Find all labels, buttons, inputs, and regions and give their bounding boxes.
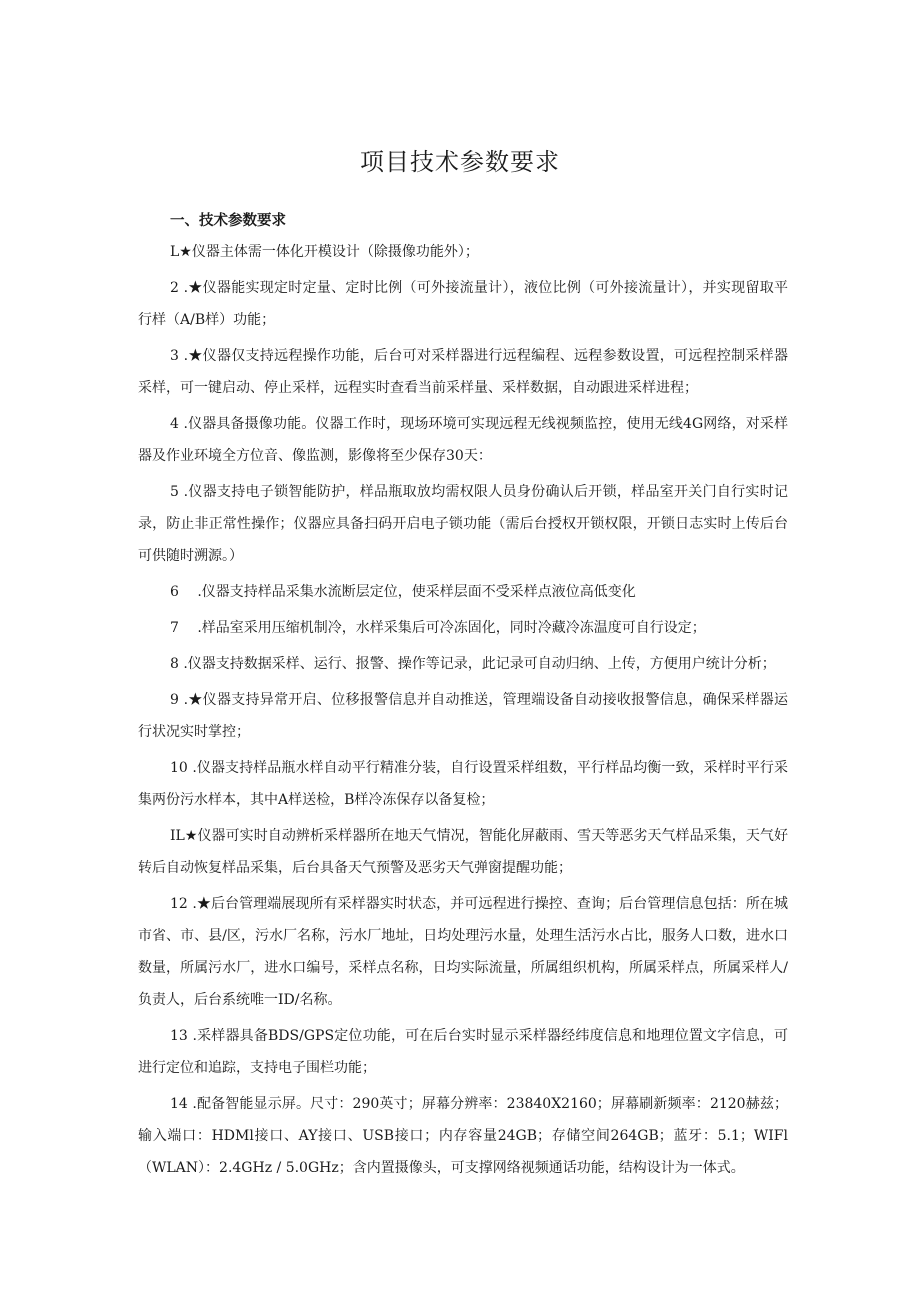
document-title: 项目技术参数要求 <box>360 148 560 176</box>
document-body <box>138 236 788 1188</box>
paragraph-12: 12 .★后台管理端展现所有采样器实时状态，并可远程进行操控、查询；后台管理信息包括：所在城市省、市、县/区，污水厂名称，污水厂地址，日均处理污水量，处理生活污水占比，服务人口数，进水口数量，所属污水厂，进水口编号，采样点名称，日均实际流量，所属组织机构，所属采样点，所属采样人/负责人，后台系统唯一ID/名称。 <box>138 896 788 1008</box>
paragraph-6: 6 .仪器支持样品采集水流断层定位，使采样层面不受采样点液位高低变化 <box>170 584 636 600</box>
paragraph-9: 9 .★仪器支持异常开启、位移报警信息并自动推送，管理端设备自动接收报警信息，确保采样器运行状况实时掌控； <box>138 692 788 740</box>
paragraph-7: 7 .样品室采用压缩机制冷，水样采集后可冷冻固化，同时冷藏冷冻温度可自行设定； <box>170 620 706 636</box>
paragraph-10: 10 .仪器支持样品瓶水样自动平行精准分装，自行设置采样组数，平行样品均衡一致，采样时平行采集两份污水样本，其中A样送检，B样冷冻保存以备复检； <box>138 760 788 808</box>
paragraph-14: 14 .配备智能显示屏。尺寸：290英寸；屏幕分辨率：23840X2160；屏幕刷新频率：2120赫兹；输入端口：HDMl接口、AY接口、USB接口；内存容量24GB；存储空间264GB；蓝牙：5.1；WIFl（WLAN）：2.4GHz / 5.0GHz；含内置摄像头，可支撑网络视频通话功能，结构设计为一体式。 <box>138 1096 788 1176</box>
paragraph-11: IL★仪器可实时自动辨析采样器所在地天气情况，智能化屏蔽雨、雪天等恶劣天气样品采集，天气好转后自动恢复样品采集，后台具备天气预警及恶劣天气弹窗提醒功能； <box>138 828 788 876</box>
paragraph-8: 8 .仪器支持数据采样、运行、报警、操作等记录，此记录可自动归纳、上传，方便用户统计分析； <box>170 656 776 672</box>
paragraph-3: 3 .★仪器仅支持远程操作功能，后台可对采样器进行远程编程、远程参数设置，可远程控制采样器采样，可一键启动、停止采样，远程实时查看当前采样量、采样数据，自动跟进采样进程； <box>138 348 788 396</box>
paragraph-13: 13 .采样器具备BDS/GPS定位功能，可在后台实时显示采样器经纬度信息和地理位置文字信息，可进行定位和追踪，支持电子围栏功能； <box>138 1028 788 1076</box>
paragraph-5: 5 .仪器支持电子锁智能防护，样品瓶取放均需权限人员身份确认后开锁，样品室开关门自行实时记录，防止非正常性操作；仪器应具备扫码开启电子锁功能（需后台授权开锁权限，开锁日志实时上传后台可供随时溯源。） <box>138 484 788 564</box>
section-heading: 一、技术参数要求 <box>170 213 286 229</box>
paragraph-1: L★仪器主体需一体化开模设计（除摄像功能外）； <box>170 244 479 260</box>
paragraph-2: 2 .★仪器能实现定时定量、定时比例（可外接流量计），液位比例（可外接流量计），并实现留取平行样（A/B样）功能； <box>138 280 788 328</box>
paragraph-4: 4 .仪器具备摄像功能。仪器工作时，现场环境可实现远程无线视频监控，使用无线4G网络，对采样器及作业环境全方位音、像监测，影像将至少保存30天： <box>138 416 788 464</box>
